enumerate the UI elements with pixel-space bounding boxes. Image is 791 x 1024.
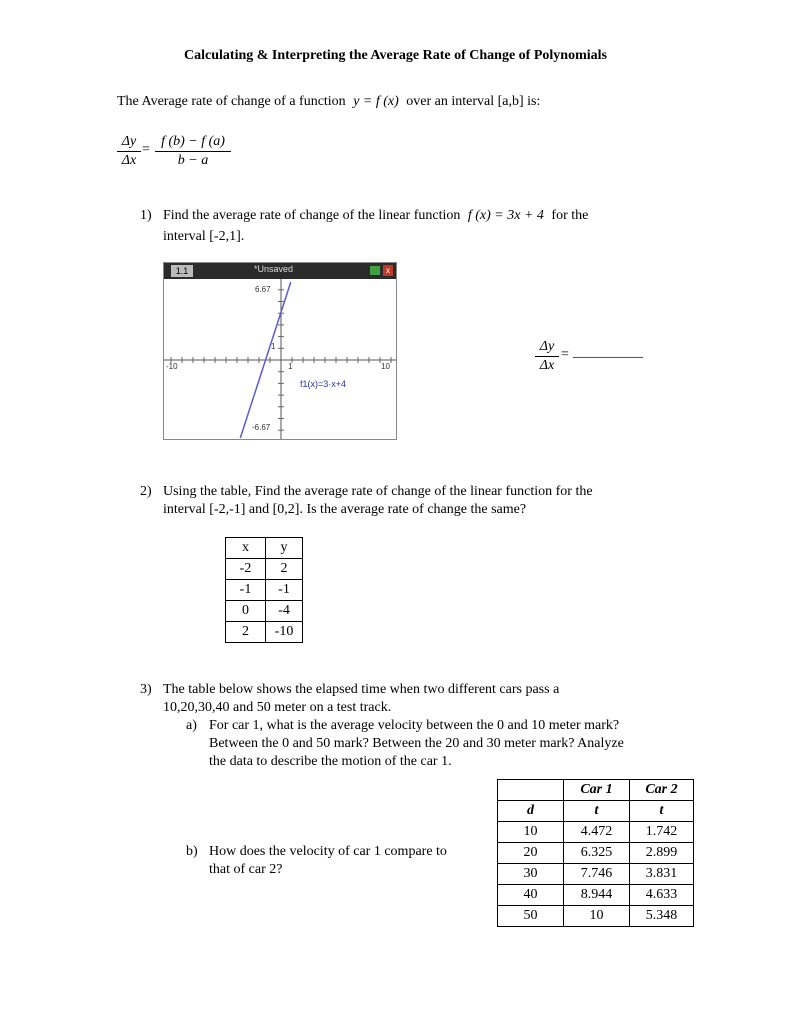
formula-lhs-den: Δx bbox=[121, 153, 137, 168]
formula-lhs bbox=[117, 133, 141, 170]
table-row bbox=[226, 580, 303, 601]
table-row bbox=[226, 622, 303, 643]
header-cell bbox=[498, 780, 564, 801]
answer-den: Δx bbox=[539, 358, 555, 373]
cell: 20 bbox=[498, 843, 564, 864]
calculator-graph-screenshot bbox=[163, 262, 397, 440]
cell: 2 bbox=[226, 622, 266, 643]
function-label: f1(x)=3·x+4 bbox=[300, 379, 347, 389]
q2-line2: interval [-2,-1] and [0,2]. Is the average rate of change the same? bbox=[163, 502, 527, 517]
q1-func: f (x) = 3x + 4 bbox=[467, 208, 544, 223]
q3b-label: b) bbox=[186, 844, 198, 859]
table-header-row bbox=[498, 801, 694, 822]
answer-equals: = bbox=[561, 347, 569, 362]
car-table bbox=[497, 779, 694, 927]
cell: -2 bbox=[226, 559, 266, 580]
cell: 10 bbox=[498, 822, 564, 843]
cell: 7.746 bbox=[564, 864, 630, 885]
answer-num: Δy bbox=[539, 339, 555, 354]
page-tab: 1.1 bbox=[171, 265, 193, 277]
header-car1: Car 1 bbox=[564, 780, 630, 801]
cell: -1 bbox=[226, 580, 266, 601]
header-t2: t bbox=[630, 801, 694, 822]
q1-line2: interval [-2,1]. bbox=[163, 229, 245, 244]
q3b-line2: that of car 2? bbox=[209, 862, 283, 877]
q1-number: 1) bbox=[140, 208, 152, 223]
table-row bbox=[498, 822, 694, 843]
ymax-label: 6.67 bbox=[255, 285, 271, 294]
q2-line1: Using the table, Find the average rate of change of the linear function for the bbox=[163, 484, 593, 499]
table-row bbox=[226, 601, 303, 622]
battery-icon bbox=[370, 266, 380, 275]
cell: 2.899 bbox=[630, 843, 694, 864]
header-x: x bbox=[226, 538, 266, 559]
table-row bbox=[498, 843, 694, 864]
answer-blank: __________ bbox=[573, 345, 643, 360]
cell: 10 bbox=[564, 906, 630, 927]
page-title: Calculating & Interpreting the Average Rate of Change of Polynomials bbox=[184, 48, 607, 63]
cell: 3.831 bbox=[630, 864, 694, 885]
q3a-label: a) bbox=[186, 718, 197, 733]
calculator-title-bar bbox=[164, 263, 396, 279]
formula-lhs-num: Δy bbox=[121, 134, 137, 149]
document-title: *Unsaved bbox=[254, 264, 294, 274]
header-t1: t bbox=[564, 801, 630, 822]
cell: 40 bbox=[498, 885, 564, 906]
cell: -10 bbox=[266, 622, 303, 643]
table-row bbox=[226, 559, 303, 580]
intro-func: y = f (x) bbox=[353, 94, 399, 109]
q3-line1: The table below shows the elapsed time when two different cars pass a bbox=[163, 682, 560, 697]
q3a-line3: the data to describe the motion of the car 1. bbox=[209, 754, 452, 769]
xy-table bbox=[225, 537, 303, 643]
x-one-label: 1 bbox=[288, 362, 293, 371]
q1-text-after: for the bbox=[551, 208, 589, 223]
table-row bbox=[498, 885, 694, 906]
q3a-line1: For car 1, what is the average velocity between the 0 and 10 meter mark? bbox=[209, 718, 620, 733]
table-row bbox=[498, 864, 694, 885]
graph-plot bbox=[164, 279, 396, 439]
xmax-label: 10 bbox=[381, 362, 390, 371]
formula-equals: = bbox=[142, 142, 150, 157]
intro-line bbox=[117, 94, 540, 110]
cell: 0 bbox=[226, 601, 266, 622]
header-y: y bbox=[266, 538, 303, 559]
cell: -1 bbox=[266, 580, 303, 601]
formula-rhs-num: f (b) − f (a) bbox=[161, 134, 225, 149]
q1-line1 bbox=[163, 208, 588, 224]
q1-answer-fraction bbox=[535, 338, 559, 375]
intro-text-before: The Average rate of change of a function bbox=[117, 94, 346, 109]
cell: 6.325 bbox=[564, 843, 630, 864]
cell: 2 bbox=[266, 559, 303, 580]
q2-number: 2) bbox=[140, 484, 152, 499]
cell: 1.742 bbox=[630, 822, 694, 843]
q3-number: 3) bbox=[140, 682, 152, 697]
xmin-label: -10 bbox=[166, 362, 178, 371]
cell: 4.633 bbox=[630, 885, 694, 906]
table-row bbox=[498, 906, 694, 927]
table-header-row bbox=[498, 780, 694, 801]
cell: 30 bbox=[498, 864, 564, 885]
header-d: d bbox=[498, 801, 564, 822]
cell: 4.472 bbox=[564, 822, 630, 843]
intro-text-after: over an interval [a,b] is: bbox=[406, 94, 541, 109]
q3a-line2: Between the 0 and 50 mark? Between the 20 and 30 meter mark? Analyze bbox=[209, 736, 624, 751]
formula-rhs bbox=[155, 133, 231, 170]
close-icon: x bbox=[383, 265, 393, 276]
cell: -4 bbox=[266, 601, 303, 622]
header-car2: Car 2 bbox=[630, 780, 694, 801]
q3b-line1: How does the velocity of car 1 compare to bbox=[209, 844, 447, 859]
ymin-label: -6.67 bbox=[252, 423, 271, 432]
q3-line2: 10,20,30,40 and 50 meter on a test track. bbox=[163, 700, 392, 715]
q1-text: Find the average rate of change of the linear function bbox=[163, 208, 461, 223]
table-header-row bbox=[226, 538, 303, 559]
y-one-label: 1 bbox=[271, 342, 276, 351]
cell: 5.348 bbox=[630, 906, 694, 927]
cell: 50 bbox=[498, 906, 564, 927]
formula-rhs-den: b − a bbox=[177, 153, 209, 168]
cell: 8.944 bbox=[564, 885, 630, 906]
